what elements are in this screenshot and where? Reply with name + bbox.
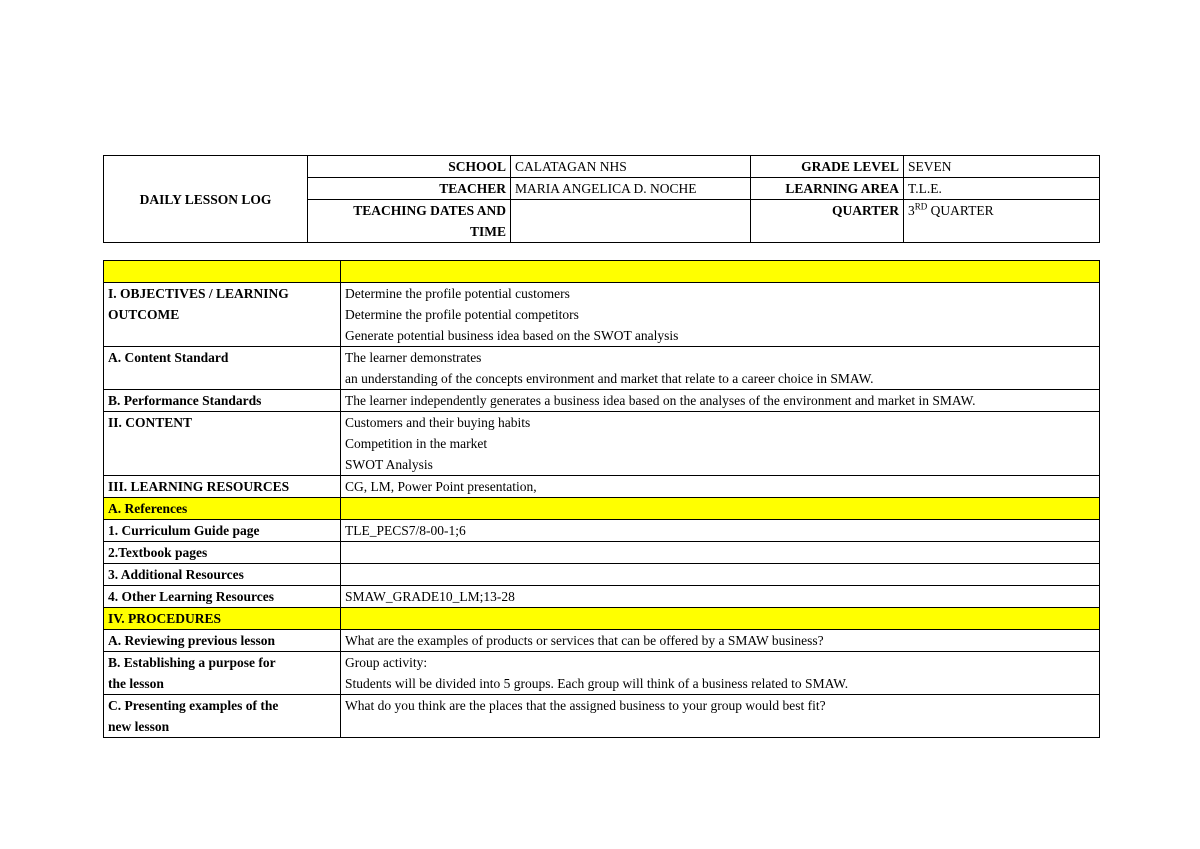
blank-cell — [104, 261, 341, 283]
value-line: Customers and their buying habits — [345, 415, 531, 430]
highlight-row-top — [104, 261, 1100, 283]
school-value: CALATAGAN NHS — [511, 156, 751, 178]
value-line: an understanding of the concepts environment and market that relate to a career choice in SMAW. — [345, 371, 874, 386]
teaching-dates-label-line2: TIME — [469, 224, 506, 239]
school-label: SCHOOL — [308, 156, 511, 178]
row-value — [341, 652, 1100, 695]
table-row-reviewing — [104, 630, 1100, 652]
table-row-examples — [104, 695, 1100, 738]
row-label: II. CONTENT — [104, 412, 341, 476]
teacher-value: MARIA ANGELICA D. NOCHE — [511, 178, 751, 200]
row-value: What do you think are the places that the assigned business to your group would best fit? — [341, 695, 1100, 738]
value-line: Determine the profile potential customers — [345, 286, 570, 301]
row-label: III. LEARNING RESOURCES — [104, 476, 341, 498]
table-row-learning-resources — [104, 476, 1100, 498]
table-row-other-resources — [104, 586, 1100, 608]
value-line: The learner demonstrates — [345, 350, 482, 365]
row-label — [104, 283, 341, 347]
row-value: What are the examples of products or services that can be offered by a SMAW business? — [341, 630, 1100, 652]
lesson-table — [103, 260, 1100, 738]
row-value: TLE_PECS7/8-00-1;6 — [341, 520, 1100, 542]
row-label: 3. Additional Resources — [104, 564, 341, 586]
label-line: the lesson — [108, 676, 164, 691]
teaching-dates-label — [308, 200, 511, 243]
table-row-additional-resources — [104, 564, 1100, 586]
row-value: The learner independently generates a business idea based on the analyses of the environment and market in SMAW. — [341, 390, 1100, 412]
table-row-objectives — [104, 283, 1100, 347]
quarter-number: 3 — [908, 203, 915, 218]
learning-area-label: LEARNING AREA — [751, 178, 904, 200]
value-line: Competition in the market — [345, 436, 488, 451]
label-line: B. Establishing a purpose for — [108, 655, 276, 670]
row-label: A. Reviewing previous lesson — [104, 630, 341, 652]
quarter-label: QUARTER — [751, 200, 904, 243]
label-line: OUTCOME — [108, 307, 180, 322]
value-line: Generate potential business idea based on the SWOT analysis — [345, 328, 679, 343]
learning-area-value: T.L.E. — [904, 178, 1100, 200]
row-value — [341, 347, 1100, 390]
value-line: Group activity: — [345, 655, 428, 670]
row-label: A. Content Standard — [104, 347, 341, 390]
table-row-curriculum-guide — [104, 520, 1100, 542]
row-label: 4. Other Learning Resources — [104, 586, 341, 608]
row-value — [341, 412, 1100, 476]
row-label — [104, 652, 341, 695]
log-title: DAILY LESSON LOG — [104, 156, 308, 243]
quarter-ordinal: RD — [914, 201, 928, 212]
row-label — [104, 695, 341, 738]
quarter-word: QUARTER — [927, 203, 994, 218]
teacher-label: TEACHER — [308, 178, 511, 200]
label-line: new lesson — [108, 719, 170, 734]
row-label: B. Performance Standards — [104, 390, 341, 412]
row-value: CG, LM, Power Point presentation, — [341, 476, 1100, 498]
row-label: 1. Curriculum Guide page — [104, 520, 341, 542]
table-row-performance-standards — [104, 390, 1100, 412]
teaching-dates-value — [511, 200, 751, 243]
label-line: I. OBJECTIVES / LEARNING — [108, 286, 289, 301]
value-line: Students will be divided into 5 groups. Each group will think of a business related to SMAW. — [345, 676, 849, 691]
table-row-content-standard — [104, 347, 1100, 390]
row-label: 2.Textbook pages — [104, 542, 341, 564]
table-row-references — [104, 498, 1100, 520]
row-label: IV. PROCEDURES — [104, 608, 341, 630]
teaching-dates-label-line1: TEACHING DATES AND — [353, 203, 506, 218]
row-value: SMAW_GRADE10_LM;13-28 — [341, 586, 1100, 608]
table-row-textbook — [104, 542, 1100, 564]
row-value — [341, 564, 1100, 586]
row-value — [341, 542, 1100, 564]
grade-level-value: SEVEN — [904, 156, 1100, 178]
row-value — [341, 498, 1100, 520]
label-line: C. Presenting examples of the — [108, 698, 279, 713]
header-table — [103, 155, 1100, 243]
row-label: A. References — [104, 498, 341, 520]
blank-cell — [341, 261, 1100, 283]
row-value — [341, 608, 1100, 630]
quarter-value — [904, 200, 1100, 243]
table-row-content — [104, 412, 1100, 476]
table-row-procedures — [104, 608, 1100, 630]
value-line: SWOT Analysis — [345, 457, 433, 472]
row-value — [341, 283, 1100, 347]
grade-level-label: GRADE LEVEL — [751, 156, 904, 178]
table-row-purpose — [104, 652, 1100, 695]
value-line: Determine the profile potential competitors — [345, 307, 579, 322]
